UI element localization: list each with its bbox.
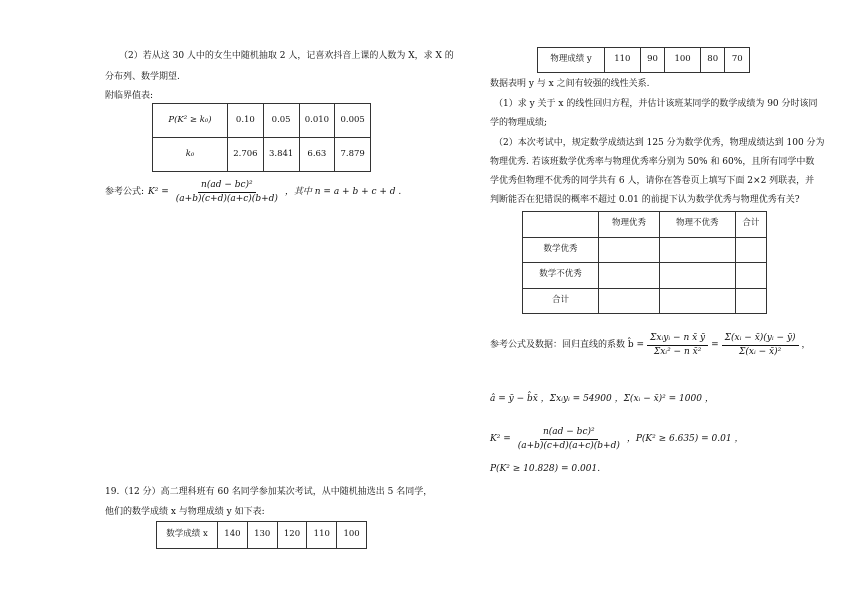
contingency-row-label: 合计 <box>523 288 599 314</box>
critical-cell: 2.706 <box>228 138 264 172</box>
physics-score-cell: 80 <box>700 48 725 73</box>
contingency-cell[interactable] <box>735 237 766 263</box>
k2-fraction <box>173 179 281 205</box>
reference-label: 参考公式: <box>105 186 145 197</box>
contingency-table <box>522 211 767 314</box>
contingency-cell[interactable] <box>599 288 660 314</box>
reference-formula <box>105 179 401 205</box>
q2r-line-2: 物理优秀. 若该班数学优秀率与物理优秀率分别为 50% 和 60%，且所有同学中数 <box>490 157 815 167</box>
a-hat-line: â = ȳ − b̂x̄ ，Σxᵢyᵢ = 54900 ，Σ(xᵢ − x̄)² = 1000 ， <box>490 394 714 404</box>
contingency-cell[interactable] <box>735 288 766 314</box>
critical-cell: 0.10 <box>228 104 264 138</box>
b-numerator-1: Σxᵢyᵢ − n x̄ ȳ <box>647 332 708 346</box>
q19-line-2: 他们的数学成绩 x 与物理成绩 y 如下表: <box>105 507 265 517</box>
k2-formula-right <box>490 426 743 452</box>
k2-symbol: K² = <box>148 186 169 197</box>
regression-intro: 参考公式及数据：回归直线的系数 b̂ = <box>490 339 645 350</box>
b-numerator-2: Σ(xᵢ − x̄)(yᵢ − ȳ) <box>722 332 799 346</box>
physics-score-cell: 70 <box>725 48 750 73</box>
contingency-cell[interactable] <box>599 263 660 289</box>
regression-comma: ， <box>801 339 811 350</box>
probability-line: P(K² ≥ 10.828) = 0.001. <box>490 464 601 474</box>
critical-cell: 6.63 <box>299 138 335 172</box>
q2-line-1: （2）若从这 30 人中的女生中随机抽取 2 人，记喜欢抖音上课的人数为 X，求 X 的 <box>119 51 454 61</box>
physics-score-label: 物理成绩 y <box>538 48 605 73</box>
contingency-cell[interactable] <box>659 237 735 263</box>
regression-formula <box>490 332 811 358</box>
q2-line-2: 分布列、数学期望. <box>105 72 180 82</box>
q2r-line-1: （2）本次考试中，规定数学成绩达到 125 分为数学优秀，物理成绩达到 100 分为 <box>494 138 825 148</box>
correlation-line: 数据表明 y 与 x 之间有较强的线性关系. <box>490 79 650 89</box>
q1-line-2: 学的物理成绩; <box>490 118 548 128</box>
physics-score-cell: 90 <box>640 48 665 73</box>
critical-row1-label: P(K² ≥ k₀) <box>153 104 228 138</box>
math-score-cell: 120 <box>277 522 307 549</box>
k2-symbol-right: K² = <box>490 433 511 444</box>
critical-cell: 0.010 <box>299 104 335 138</box>
contingency-cell[interactable] <box>599 237 660 263</box>
physics-score-cell: 100 <box>665 48 701 73</box>
contingency-cell[interactable] <box>735 263 766 289</box>
q19-line-1: 19.（12 分）高二理科班有 60 名同学参加某次考试，从中随机抽选出 5 名同学， <box>105 487 433 497</box>
q1-line-1: （1）求 y 关于 x 的线性回归方程，并估计该班某同学的数学成绩为 90 分时该同 <box>494 99 818 109</box>
contingency-cell[interactable] <box>659 263 735 289</box>
k2-tail-right: ，P(K² ≥ 6.635) = 0.01 ， <box>626 433 744 444</box>
contingency-cell[interactable] <box>659 288 735 314</box>
reference-tail: ，其中 n = a + b + c + d . <box>284 186 402 197</box>
equals-sign: = <box>711 339 719 350</box>
physics-score-cell: 110 <box>605 48 641 73</box>
b-fraction-1 <box>647 332 708 358</box>
k2-denominator: (a+b)(c+d)(a+c)(b+d) <box>175 193 278 204</box>
critical-cell: 7.879 <box>335 138 371 172</box>
b-denominator-1: Σxᵢ² − n x̄² <box>653 346 702 357</box>
critical-table-title: 附临界值表: <box>105 91 154 101</box>
math-score-cell: 100 <box>337 522 367 549</box>
math-score-cell: 110 <box>307 522 337 549</box>
b-denominator-2: Σ(xᵢ − x̄)² <box>739 346 782 357</box>
b-fraction-2 <box>722 332 799 358</box>
math-score-cell: 140 <box>218 522 248 549</box>
contingency-row-label: 数学优秀 <box>523 237 599 263</box>
contingency-header: 物理不优秀 <box>659 212 735 238</box>
q2r-line-4: 判断能否在犯错误的概率不超过 0.01 的前提下认为数学优秀与物理优秀有关? <box>490 195 800 205</box>
contingency-row-label: 数学不优秀 <box>523 263 599 289</box>
k2-numerator-right: n(ad − bc)² <box>540 426 598 440</box>
math-score-label: 数学成绩 x <box>157 522 218 549</box>
physics-score-table <box>537 47 750 73</box>
critical-cell: 3.841 <box>263 138 299 172</box>
k2-denominator-right: (a+b)(c+d)(a+c)(b+d) <box>517 440 620 451</box>
k2-fraction-right <box>515 426 623 452</box>
critical-value-table <box>152 103 371 172</box>
k2-numerator: n(ad − bc)² <box>198 179 256 193</box>
critical-cell: 0.05 <box>263 104 299 138</box>
math-score-cell: 130 <box>247 522 277 549</box>
contingency-header: 物理优秀 <box>599 212 660 238</box>
math-score-table <box>156 521 367 549</box>
contingency-header: 合计 <box>735 212 766 238</box>
critical-cell: 0.005 <box>335 104 371 138</box>
q2r-line-3: 学优秀但物理不优秀的同学共有 6 人，请你在答卷页上填写下面 2×2 列联表，并 <box>490 176 815 186</box>
critical-row2-label: k₀ <box>153 138 228 172</box>
contingency-header <box>523 212 599 238</box>
